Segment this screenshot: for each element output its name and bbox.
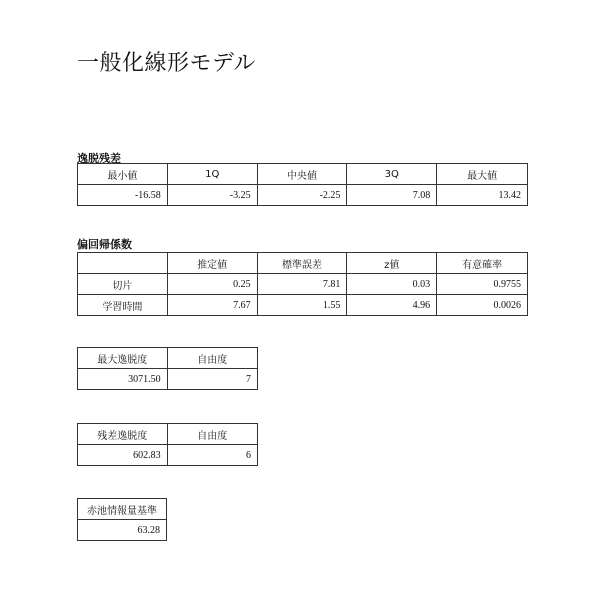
table-cell: 7 — [167, 369, 257, 390]
table-cell: 7.81 — [257, 274, 347, 295]
table-header: 1Q — [167, 164, 257, 185]
table-row — [78, 295, 528, 316]
table-cell: 602.83 — [78, 445, 168, 466]
aic-table — [77, 498, 167, 541]
max-deviance-table — [77, 347, 258, 390]
table-header: 最大値 — [437, 164, 528, 185]
coefficients-table — [77, 252, 528, 316]
table-cell: -16.58 — [78, 185, 168, 206]
table-header-row — [78, 164, 528, 185]
table-header-row — [78, 253, 528, 274]
table-cell: -2.25 — [257, 185, 347, 206]
table-header: 有意確率 — [437, 253, 528, 274]
table-cell: 0.03 — [347, 274, 437, 295]
table-header: 標準誤差 — [257, 253, 347, 274]
table-header: 最大逸脱度 — [78, 348, 168, 369]
table-header: 最小値 — [78, 164, 168, 185]
table-row — [78, 445, 258, 466]
table-cell: 4.96 — [347, 295, 437, 316]
table-header — [78, 253, 168, 274]
table-row — [78, 274, 528, 295]
table-header: 中央値 — [257, 164, 347, 185]
table-header-row — [78, 424, 258, 445]
table-row-header: 学習時間 — [78, 295, 168, 316]
table-header: 3Q — [347, 164, 437, 185]
residual-deviance-table — [77, 423, 258, 466]
coefficients-label: 偏回帰係数 — [77, 238, 132, 251]
table-header: 自由度 — [167, 424, 257, 445]
table-cell: 0.0026 — [437, 295, 528, 316]
table-cell: 6 — [167, 445, 257, 466]
table-cell: 7.08 — [347, 185, 437, 206]
table-cell: 13.42 — [437, 185, 528, 206]
page-title: 一般化線形モデル — [77, 51, 256, 76]
table-cell: 63.28 — [78, 520, 167, 541]
table-cell: -3.25 — [167, 185, 257, 206]
table-header: 残差逸脱度 — [78, 424, 168, 445]
table-header: z値 — [347, 253, 437, 274]
table-cell: 1.55 — [257, 295, 347, 316]
table-cell: 0.9755 — [437, 274, 528, 295]
table-header-row — [78, 348, 258, 369]
table-cell: 3071.50 — [78, 369, 168, 390]
table-header: 推定値 — [167, 253, 257, 274]
table-cell: 7.67 — [167, 295, 257, 316]
table-row — [78, 520, 167, 541]
table-cell: 0.25 — [167, 274, 257, 295]
table-row-header: 切片 — [78, 274, 168, 295]
residuals-table — [77, 163, 528, 206]
table-row — [78, 369, 258, 390]
table-row — [78, 185, 528, 206]
table-header: 自由度 — [167, 348, 257, 369]
table-header: 赤池情報量基準 — [78, 499, 167, 520]
table-header-row — [78, 499, 167, 520]
residuals-label: 逸脱残差 — [77, 152, 121, 165]
